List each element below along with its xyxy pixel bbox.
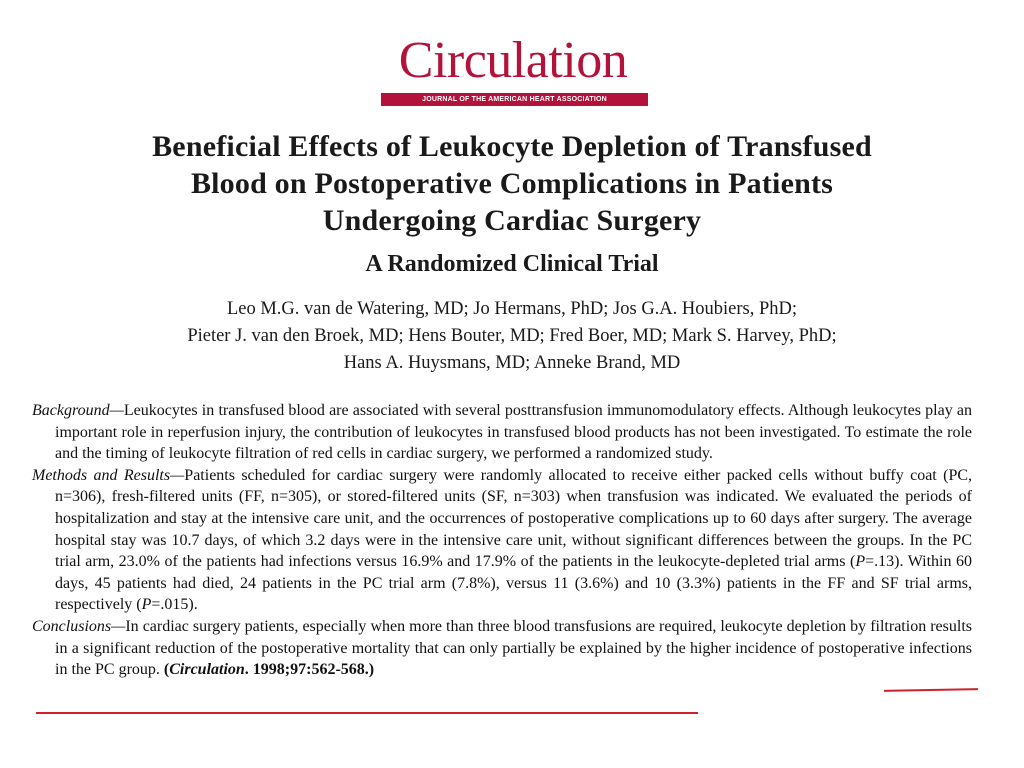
section-text: =.13). Within 60 days, 45 patients had died, 24 patients in the PC trial arm (7.8%), versus 11 (3.6%) and 10 (3.3%) patients in the FF and SF trial arms, respectively (: [55, 553, 973, 614]
p-value-label: P: [141, 596, 152, 614]
citation-journal: Circulation: [169, 661, 245, 679]
title-line: Blood on Postoperative Complications in Patients: [190, 167, 834, 200]
red-underline-annotation: [884, 688, 978, 691]
red-underline-annotation: [36, 712, 698, 714]
section-text: that can only partially be explained by the higher incidence of postoperative infections in the PC group.: [55, 639, 973, 679]
journal-tagline: JOURNAL OF THE AMERICAN HEART ASSOCIATION: [422, 96, 607, 103]
author-line: Leo M.G. van de Watering, MD; Jo Hermans, PhD; Jos G.A. Houbiers, PhD;: [226, 299, 798, 319]
title-line: Beneficial Effects of Leukocyte Depletion of Transfused: [152, 130, 872, 163]
journal-logo: [378, 30, 648, 108]
abstract-methods-results: [32, 465, 972, 616]
author-line: Hans A. Huysmans, MD; Anneke Brand, MD: [343, 353, 681, 373]
section-text: =.015).: [151, 596, 198, 614]
article-title: [30, 128, 994, 239]
article-subtitle: A Randomized Clinical Trial: [365, 251, 659, 277]
section-text: Leukocytes in transfused blood are associated with several posttransfusion immunomodulatory effects. Although leukocytes play an important role in reperfusion injury, the contribution of leukocytes in transfused blood products has not been investigated. To estimate the role and the timing of leukocyte filtration of red cells in cardiac surgery, we performed a randomized study.: [55, 402, 972, 463]
section-label: Methods and Results—: [32, 466, 185, 484]
title-line: Undergoing Cardiac Surgery: [322, 204, 702, 237]
author-list: [30, 296, 994, 377]
section-text: Patients scheduled for cardiac surgery were randomly allocated to receive either packed cells without buffy coat (PC, n=306), fresh-filtered units (FF, n=305), or stored-filtered units (SF, n=303) when transfusion was indicated. We evaluated the periods of hospitalization and stay at the intensive care unit, and the occurrences of postoperative complications up to 60 days after surgery. The average hospital stay was 10.7 days, of which 3.2 days were in the intensive care unit, without significant differences between the groups. In the PC trial arm, 23.0% of the patients had infections versus 16.9% and 17.9% of the patients in the leukocyte-depleted trial arms (: [55, 466, 973, 571]
journal-name: Circulation: [398, 32, 628, 89]
section-label: Background—: [32, 402, 124, 419]
section-text: In cardiac surgery patients, especially when more than three blood transfusions are required: [125, 617, 713, 635]
author-line: Pieter J. van den Broek, MD; Hens Bouter, MD; Fred Boer, MD; Mark S. Harvey, PhD;: [187, 326, 837, 346]
abstract-background: [32, 400, 972, 465]
journal-tagline-bar: [381, 93, 648, 106]
abstract: [32, 400, 972, 681]
section-label: Conclusions—: [32, 617, 126, 635]
citation: (Circulation. 1998;97:562-568.): [163, 661, 375, 679]
highlighted-finding: , leukocyte depletion by filtration results in a significant reduction of the postoperative mortality: [55, 617, 972, 657]
abstract-conclusions: [32, 616, 972, 681]
p-value-label: P: [855, 553, 866, 571]
